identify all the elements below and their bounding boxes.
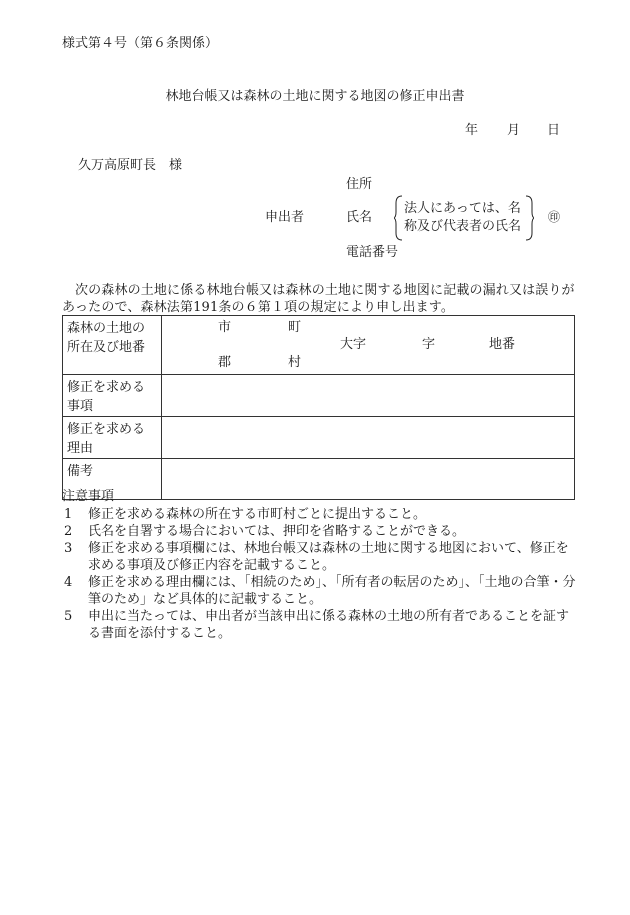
page-title: 林地台帳又は森林の土地に関する地図の修正申出書	[165, 89, 465, 104]
county-label: 郡	[218, 355, 232, 370]
location-value-cell[interactable]	[162, 316, 575, 375]
form-number: 様式第４号（第６条関係）	[62, 36, 219, 51]
reason-label-line2: 理由	[67, 441, 94, 456]
date-month-label: 月	[507, 123, 521, 138]
note-number: 5	[64, 609, 73, 624]
list-item	[62, 608, 580, 642]
seal-mark: ㊞	[548, 210, 561, 224]
table-row-remarks	[63, 459, 575, 500]
note-number: 1	[64, 507, 73, 522]
statement-text: 次の森林の土地に係る林地台帳又は森林の土地に関する地図に記載の漏れ又は誤りがあったので、森林法第191条の６第１項の規定により申し出ます。	[62, 283, 575, 315]
application-table	[62, 315, 575, 500]
list-item	[62, 523, 580, 540]
date-day-label: 日	[547, 123, 561, 138]
list-item	[62, 540, 580, 574]
note-text: 修正を求める理由欄には、「相続のため」、「所有者の転居のため」、「土地の合筆・分筆のため」など具体的に記載すること。	[88, 575, 576, 607]
address-label: 住所	[346, 177, 373, 192]
date-year-label: 年	[465, 123, 479, 138]
oaza-label: 大字	[340, 337, 367, 352]
village-label: 村	[288, 355, 302, 370]
reason-label-cell	[63, 417, 162, 459]
addressee: 久万高原町長 様	[78, 158, 183, 173]
table-row-location	[63, 316, 575, 375]
corp-note-line2: 称及び代表者の氏名	[404, 219, 522, 234]
location-label-line1: 森林の土地の	[67, 321, 146, 336]
list-item	[62, 506, 580, 523]
note-text: 申出に当たっては、申出者が当該申出に係る森林の土地の所有者であることを証する書面を添付すること。	[88, 609, 570, 641]
list-item	[62, 574, 580, 608]
remarks-label: 備考	[67, 464, 94, 479]
reason-label-line1: 修正を求める	[67, 422, 146, 437]
table-row-item	[63, 375, 575, 417]
note-text: 修正を求める事項欄には、林地台帳又は森林の土地に関する地図において、修正を求める事項及び修正内容を記載すること。	[88, 541, 569, 573]
aza-label: 字	[422, 337, 436, 352]
name-label: 氏名	[346, 210, 373, 225]
corporate-name-note	[394, 195, 534, 241]
item-label-line2: 事項	[67, 399, 94, 414]
note-text: 氏名を自署する場合においては、押印を省略することができる。	[88, 524, 466, 539]
phone-label: 電話番号	[346, 245, 399, 260]
note-number: 2	[64, 524, 73, 539]
lot-number-label: 地番	[489, 337, 516, 352]
corp-note-line1: 法人にあっては、名	[404, 201, 521, 216]
note-number: 3	[64, 541, 73, 556]
note-text: 修正を求める森林の所在する市町村ごとに提出すること。	[88, 507, 427, 522]
table-row-reason	[63, 417, 575, 459]
item-label-cell	[63, 375, 162, 417]
notes-heading: 注意事項	[62, 489, 115, 504]
item-label-line1: 修正を求める	[67, 380, 146, 395]
city-label: 市	[218, 320, 232, 335]
notes-list	[62, 506, 580, 642]
note-number: 4	[64, 575, 73, 590]
location-label-cell	[63, 316, 162, 375]
item-value-cell[interactable]	[162, 375, 575, 417]
town-label: 町	[288, 320, 302, 335]
applicant-label: 申出者	[265, 210, 305, 225]
remarks-value-cell[interactable]	[162, 459, 575, 500]
location-label-line2: 所在及び地番	[67, 340, 146, 355]
reason-value-cell[interactable]	[162, 417, 575, 459]
